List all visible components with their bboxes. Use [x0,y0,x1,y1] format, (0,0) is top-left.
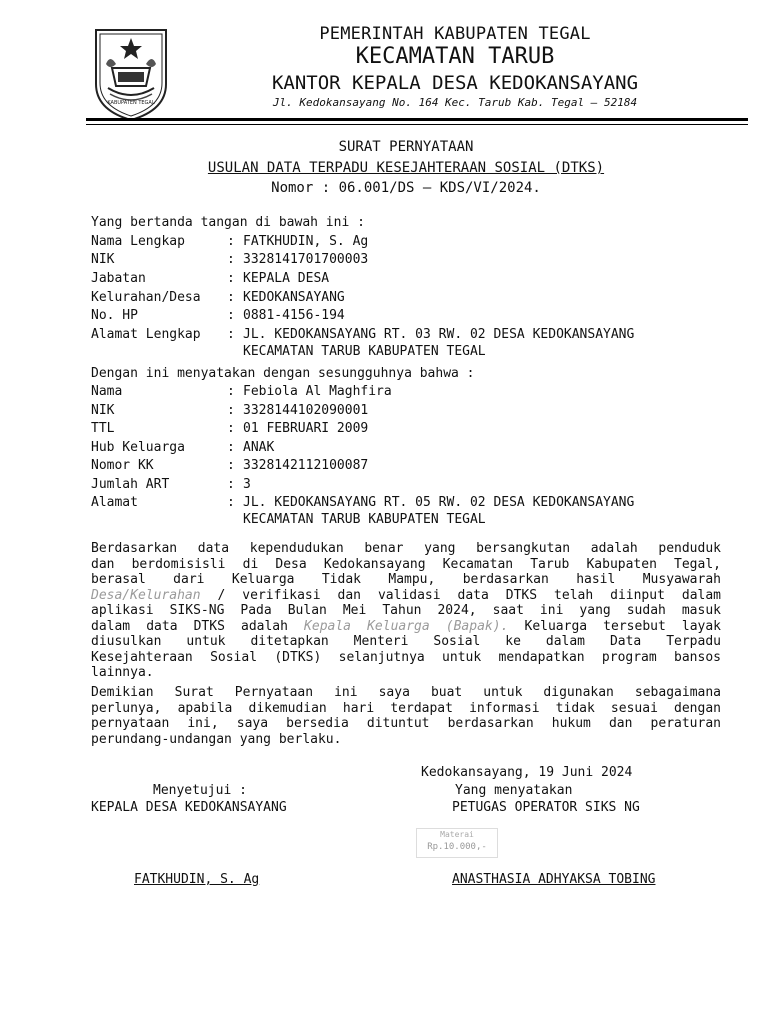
document-number: Nomor : 06.001/DS – KDS/VI/2024. [271,180,541,196]
field-colon: : [227,327,235,342]
field-label: Nama [91,384,123,399]
duty-stamp [416,828,498,858]
field-value: Febiola Al Maghfira [243,384,392,399]
paragraph-line: aplikasi SIKS-NG Pada Bulan Mei Tahun 2024, saat ini yang sudah masuk [91,603,721,618]
statement-intro: Dengan ini menyatakan dengan sesungguhnya bahwa : [91,366,475,381]
field-colon: : [227,495,235,510]
signer-intro: Yang bertanda tangan di bawah ini : [91,215,365,230]
field-label: NIK [91,403,115,418]
field-colon: : [227,477,235,492]
field-colon: : [227,440,235,455]
field-value: 3328142112100087 [243,458,369,473]
letterhead-government: PEMERINTAH KABUPATEN TEGAL [319,24,591,44]
field-label: No. HP [91,308,138,323]
field-value: ANAK [243,440,275,455]
field-value: 3328144102090001 [243,403,369,418]
field-colon: : [227,252,235,267]
field-value: 3 [243,477,251,492]
field-value: JL. KEDOKANSAYANG RT. 05 RW. 02 DESA KEDOKANSAYANG [243,495,635,510]
village-head-name: FATKHUDIN, S. Ag [134,872,260,887]
declarant-label: Yang menyatakan [455,783,573,798]
document-subject: USULAN DATA TERPADU KESEJAHTERAAN SOSIAL (DTKS) [207,160,605,176]
paragraph-line: Berdasarkan data kependudukan benar yang bersangkutan adalah penduduk [91,541,721,556]
person-address-cont: KECAMATAN TARUB KABUPATEN TEGAL [243,512,486,527]
field-value: JL. KEDOKANSAYANG RT. 03 RW. 02 DESA KEDOKANSAYANG [243,327,635,342]
paragraph-line: berasal dari Keluarga Tidak Mampu, berdasarkan hasil Musyawarah [91,572,721,587]
stamp-label: Materai [440,830,474,839]
paragraph-text: dalam data DTKS adalah [91,618,305,634]
field-label: Alamat Lengkap [91,327,201,342]
field-value: 01 FEBRUARI 2009 [243,421,369,436]
paragraph-line: lainnya. [91,665,154,680]
field-colon: : [227,421,235,436]
option-text-muted: Desa/Kelurahan [91,587,201,603]
paragraph-line: Demikian Surat Pernyataan ini saya buat untuk digunakan sebagaimana [91,685,721,700]
field-colon: : [227,308,235,323]
field-colon: : [227,403,235,418]
paragraph-line: diusulkan untuk ditetapkan Menteri Sosial ke dalam Data Terpadu [91,634,721,649]
field-label: Kelurahan/Desa [91,290,201,305]
letterhead-district: KECAMATAN TARUB [355,44,555,69]
letterhead-office: KANTOR KEPALA DESA KEDOKANSAYANG [271,72,639,94]
field-value: 0881-4156-194 [243,308,345,323]
field-label: Hub Keluarga [91,440,185,455]
field-value: KEPALA DESA [243,271,330,286]
letterhead-thin-rule [86,124,748,125]
paragraph-line [91,588,721,604]
field-value: 3328141701700003 [243,252,369,267]
letterhead-thick-rule [86,118,748,121]
operator-role: PETUGAS OPERATOR SIKS NG [452,800,640,815]
paragraph-line: perundang-undangan yang berlaku. [91,731,342,747]
letterhead-address: Jl. Kedokansayang No. 164 Kec. Tarub Kab. Tegal – 52184 [272,96,638,109]
field-label: NIK [91,252,115,267]
field-label: Nama Lengkap [91,234,185,249]
paragraph-text: Keluarga tersebut layak [508,618,722,634]
stamp-amount: Rp.10.000,- [427,842,487,852]
field-colon: : [227,458,235,473]
field-value: KEDOKANSAYANG [243,290,345,305]
approval-label: Menyetujui : [153,783,247,798]
emblem-text: KABUPATEN TEGAL [107,100,155,106]
operator-name: ANASTHASIA ADHYAKSA TOBING [452,872,656,887]
option-text-muted: Kepala Keluarga (Bapak). [304,618,509,634]
body-paragraph-1 [91,541,721,681]
field-colon: : [227,234,235,249]
paragraph-line: pernyataan ini, saya bersedia dituntut berdasarkan hukum dan peraturan [91,716,721,731]
field-label: Nomor KK [91,458,154,473]
paragraph-line: Kesejahteraan Sosial (DTKS) selanjutnya untuk mendapatkan program bansos [91,649,721,665]
place-date: Kedokansayang, 19 Juni 2024 [421,765,633,780]
signer-address-cont: KECAMATAN TARUB KABUPATEN TEGAL [243,344,486,359]
village-head-role: KEPALA DESA KEDOKANSAYANG [91,800,287,815]
field-label: Jabatan [91,271,146,286]
field-label: TTL [91,421,115,436]
field-colon: : [227,290,235,305]
field-value: FATKHUDIN, S. Ag [243,234,369,249]
field-colon: : [227,271,235,286]
field-label: Alamat [91,495,138,510]
paragraph-text: / verifikasi dan validasi data DTKS telah diinput dalam [200,587,721,603]
body-paragraph-2 [91,685,721,747]
field-label: Jumlah ART [91,477,170,492]
field-colon: : [227,384,235,399]
paragraph-line [91,619,721,635]
paragraph-line: perlunya, apabila dikemudian hari terdapat informasi tidak sesuai dengan [91,700,721,716]
paragraph-line: dan berdomisisli di Desa Kedokansayang Kecamatan Tarub Kabupaten Tegal, [91,556,721,572]
document-title: SURAT PERNYATAAN [338,139,474,155]
